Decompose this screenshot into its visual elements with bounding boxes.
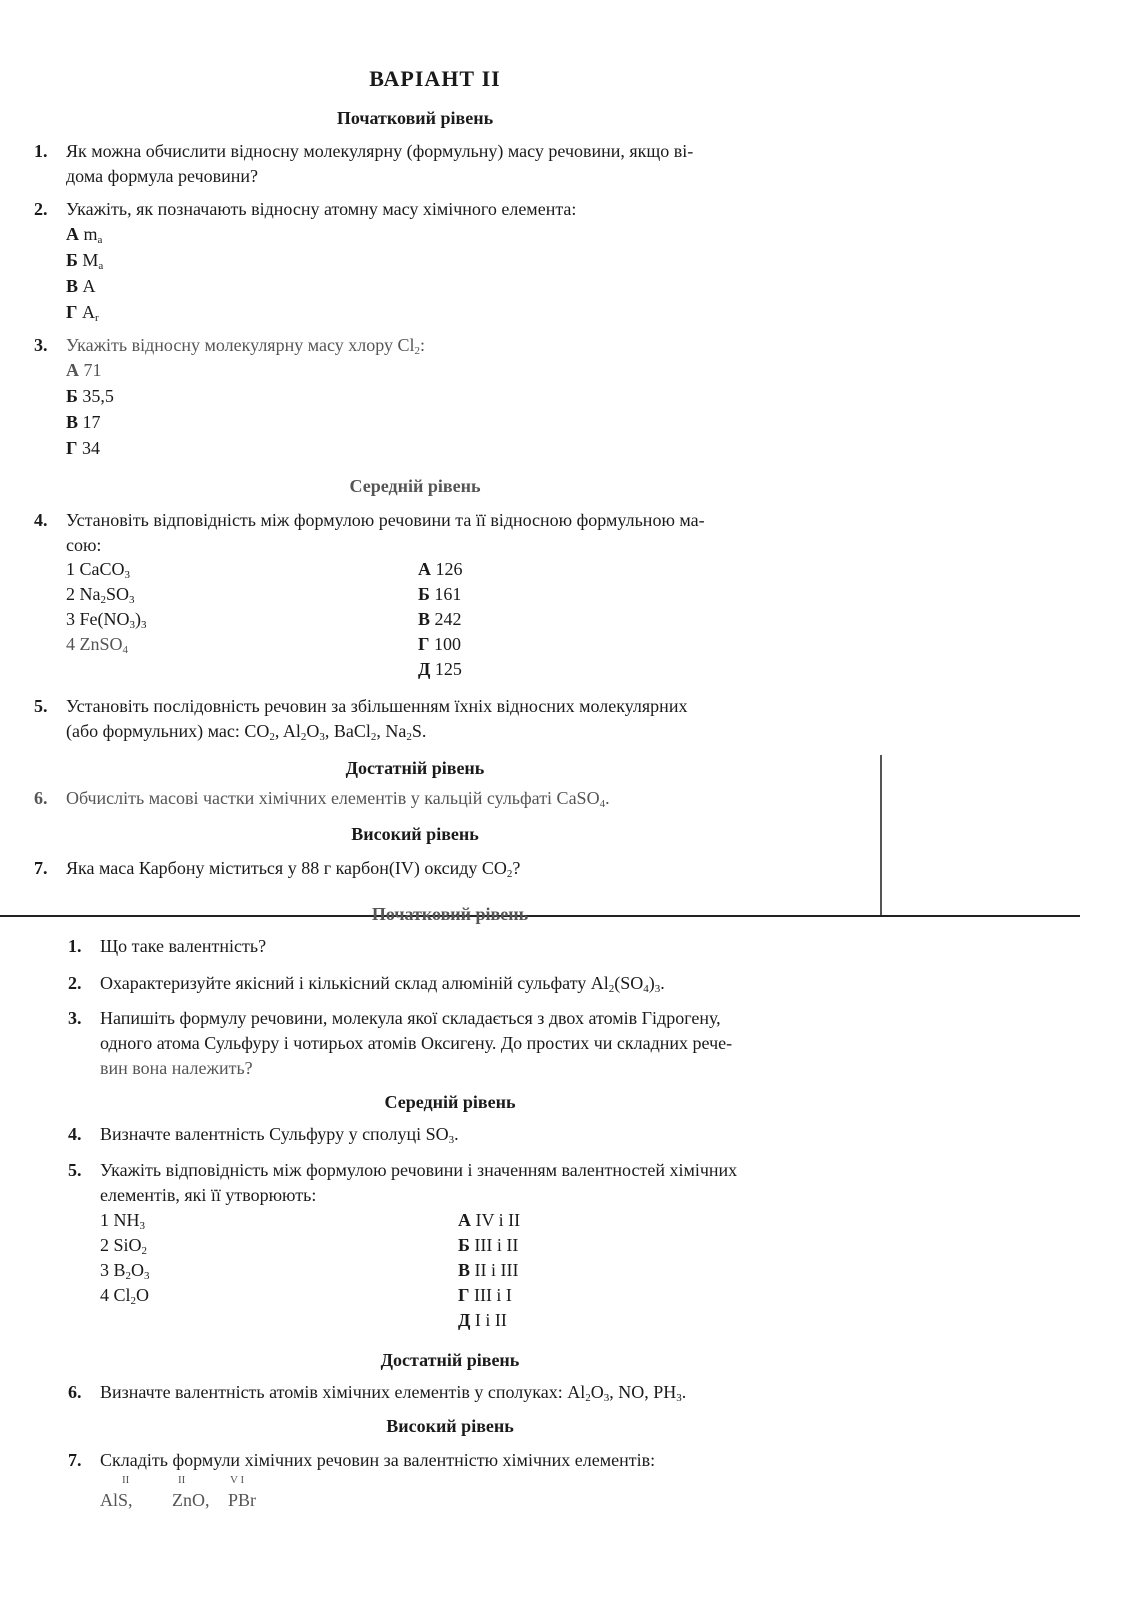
answer-right-e: Д 125 (418, 659, 462, 679)
option-d: Г 34 (66, 438, 100, 458)
formula-left-4: 4 ZnSO$_4$ (66, 634, 129, 656)
vertical-cut-line (880, 755, 882, 917)
formula-left-1: 1 $NH_3$ (100, 1210, 145, 1232)
formula-left-1: 1 CaCO$_3$ (66, 559, 130, 581)
question-2: 2. Укажіть, як позначають відносну атомну масу хімічного елемента: (34, 199, 577, 219)
answer-right-d: Г 100 (418, 634, 461, 654)
question-7: 7. Складіть формули хімічних речовин за валентністю хімічних елементів: (68, 1450, 656, 1470)
formula-2: ZnO, (172, 1490, 210, 1510)
option-c: В 17 (66, 412, 101, 432)
answer-right-b: Б III і II (458, 1235, 519, 1255)
answer-right-d: Г III і I (458, 1285, 512, 1305)
answer-right-b: Б 161 (418, 584, 462, 604)
valence-mark-1: II (122, 1474, 130, 1486)
answer-right-e: Д I і II (458, 1310, 507, 1330)
level-heading-sufficient-2: Достатній рівень (380, 1350, 520, 1370)
option-c: В A (66, 276, 96, 296)
question-4: 4. Установіть відповідність між формулою речовини та її відносною формульною ма- сою: (34, 510, 705, 555)
valence-mark-3: V I (230, 1474, 245, 1486)
option-b: Б 35,5 (66, 386, 114, 406)
formula-left-2: 2 $Na_2SO_3$ (66, 584, 135, 606)
level-heading-sufficient: Достатній рівень (345, 758, 485, 778)
formula-left-3: 3 $B_2O_3$ (100, 1260, 150, 1282)
formula-left-4: 4 $Cl_2O$ (100, 1285, 150, 1307)
question-6: 6. Обчисліть масові частки хімічних елементів у кальцій сульфаті CaSO$_4$. (34, 788, 610, 810)
question-2: 2. Охарактеризуйте якісний і кількісний склад алюміній сульфату $Al_2(SO_4)_3$. (68, 973, 665, 995)
formula-left-2: 2 SiO$_2$ (100, 1235, 148, 1257)
question-6: 6. Визначте валентність атомів хімічних елементів у сполуках: $Al_2O_3$, NO, $PH_3$. (68, 1382, 687, 1404)
option-b: Б $M_a$ (66, 250, 104, 272)
question-7: 7. Яка маса Карбону міститься у 88 г карбон(IV) оксиду $CO_2$? (34, 858, 521, 880)
question-1: 1. Як можна обчислити відносну молекулярну (формульну) масу речовини, якщо ві- дома формула речовини? (34, 141, 694, 186)
level-heading-initial: Початковий рівень (336, 108, 494, 128)
level-heading-high-2: Високий рівень (386, 1416, 514, 1436)
level-heading-initial-2: Початковий рівень (371, 904, 529, 924)
level-heading-middle: Середній рівень (349, 476, 481, 496)
option-a: А $m_a$ (66, 224, 103, 246)
question-1: 1. Що таке валентність? (68, 936, 267, 956)
answer-right-c: В II і III (458, 1260, 519, 1280)
question-5: 5. Установіть послідовність речовин за збільшенням їхніх відносних молекулярних (або формульних) мас: $CO_2$, $Al_2O_3$, BaCl$_2$, $Na_2S$. (34, 696, 688, 743)
answer-right-a: А IV і II (458, 1210, 521, 1230)
option-a: А 71 (66, 360, 102, 380)
formula-left-3: 3 $Fe(NO_3)_3$ (66, 609, 147, 631)
option-d: Г $A_r$ (66, 302, 99, 324)
variant-title: ВАРІАНТ II (369, 66, 501, 91)
valence-mark-2: II (178, 1474, 186, 1486)
question-3: 3. Укажіть відносну молекулярну масу хлору $Cl_2$: (34, 335, 425, 357)
level-heading-high: Високий рівень (351, 824, 479, 844)
formula-3: PBr (228, 1490, 257, 1510)
question-5: 5. Укажіть відповідність між формулою речовини і значенням валентностей хімічних елементів, які її утворюють: (68, 1160, 738, 1205)
answer-right-a: А 126 (418, 559, 463, 579)
question-3: 3. Напишіть формулу речовини, молекула якої складається з двох атомів Гідрогену, одного атома Сульфуру і чотирьох атомів Оксигену. До простих чи складних рече- вин вона належить? (68, 1008, 733, 1078)
answer-right-c: В 242 (418, 609, 462, 629)
level-heading-middle-2: Середній рівень (384, 1092, 516, 1112)
question-4: 4. Визначте валентність Сульфуру у сполуці $SO_3$. (68, 1124, 459, 1146)
formula-1: AlS, (100, 1490, 133, 1510)
